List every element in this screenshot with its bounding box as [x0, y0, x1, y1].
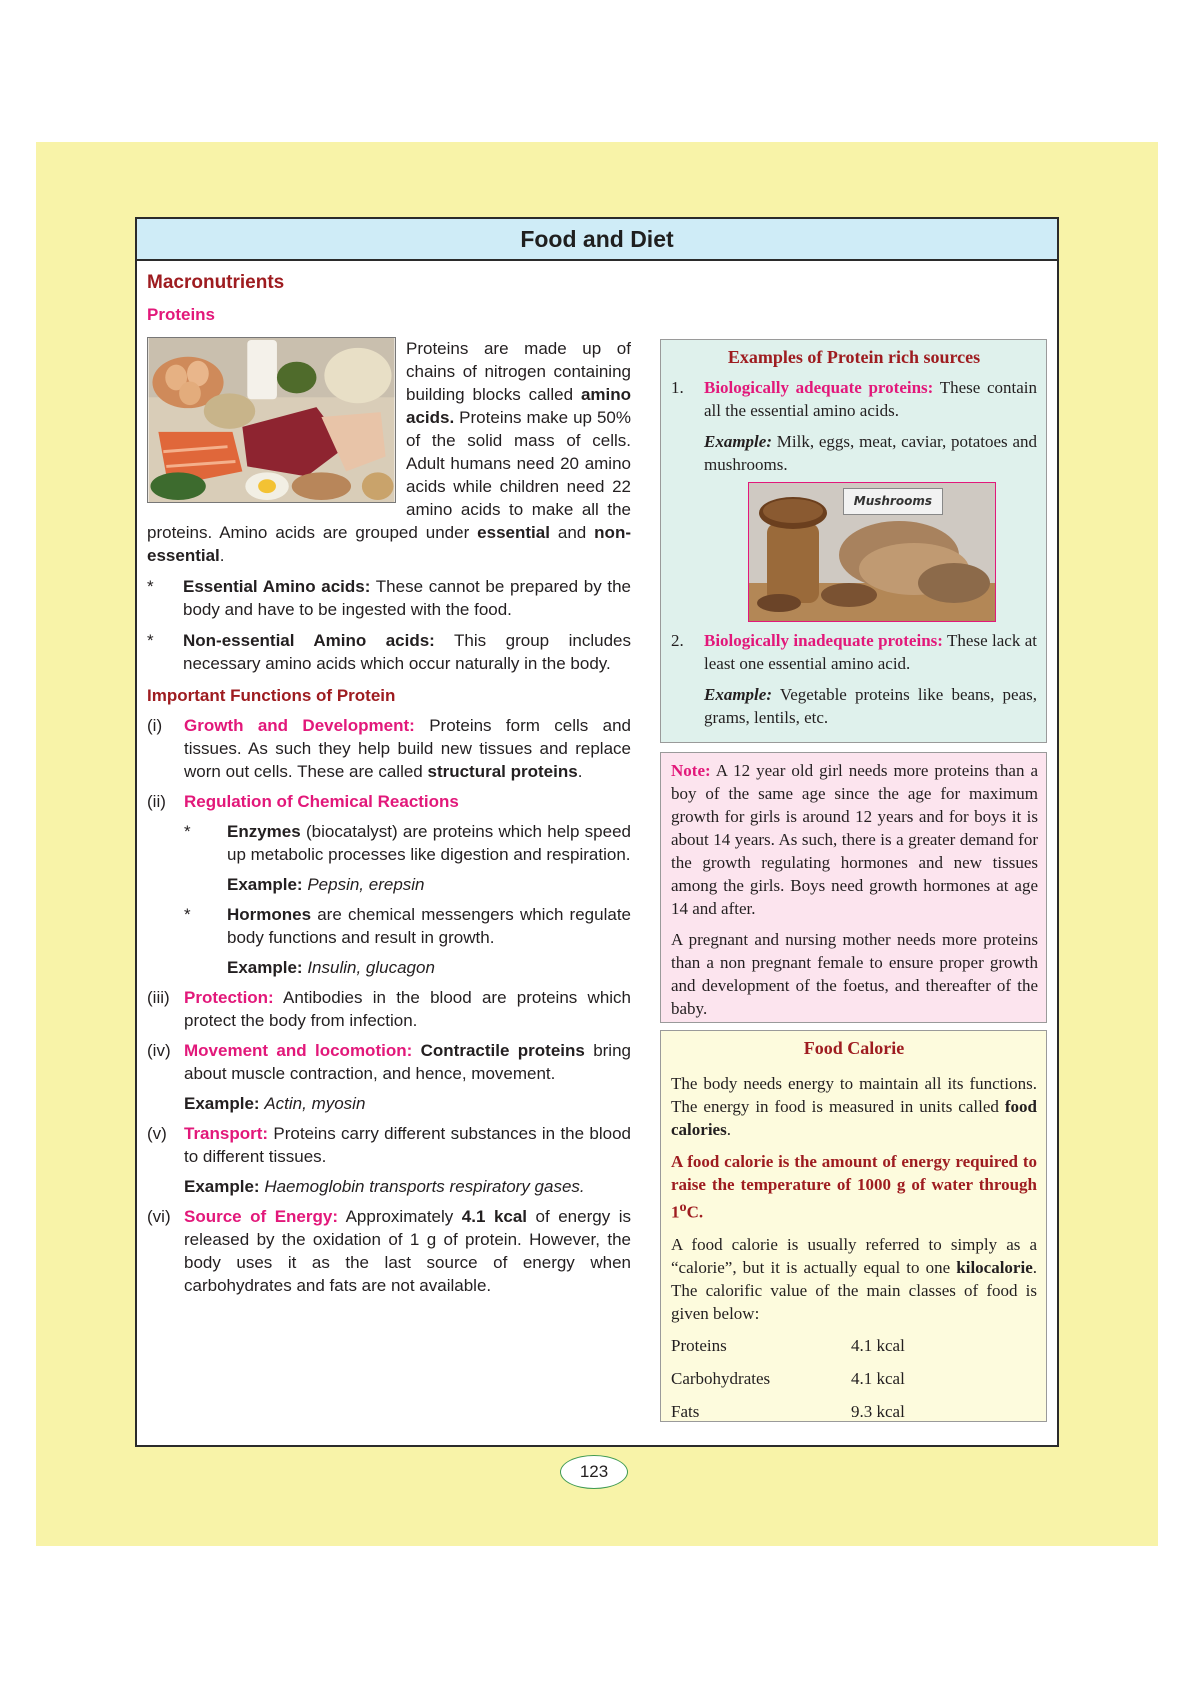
- term-non-essential: non-essential: [147, 523, 631, 565]
- left-column: [147, 271, 631, 1297]
- food-calorie-box: [660, 1030, 1047, 1422]
- example-text: Insulin, glucagon: [307, 958, 435, 977]
- right-column: [660, 339, 1047, 1422]
- note-paragraph-2: A pregnant and nursing mother needs more proteins than a non pregnant female to ensure proper growth and development of the foetus, and thereafter of the baby.: [671, 930, 1038, 1018]
- sources-title: Examples of Protein rich sources: [727, 347, 981, 367]
- calorie-text: . The calorific value of the main classes of food is given below:: [671, 1257, 1037, 1323]
- intro-part: Proteins are made up of chains of nitrogen containing building blocks called: [406, 339, 631, 404]
- food-class: Carbohydrates: [671, 1368, 771, 1388]
- item-number: (ii): [147, 792, 166, 811]
- function-growth: [147, 714, 631, 783]
- calorie-value: 9.3 kcal: [851, 1401, 905, 1421]
- mushrooms-caption: Mushrooms: [843, 488, 943, 515]
- food-class: Fats: [671, 1401, 700, 1421]
- calorie-title: Food Calorie: [803, 1038, 905, 1058]
- definition-text: C.: [686, 1202, 704, 1222]
- item-number: (v): [147, 1124, 167, 1143]
- heading-proteins: Proteins: [147, 305, 216, 324]
- term-hormones: Hormones: [227, 905, 312, 924]
- example-hormones: [147, 956, 631, 979]
- protein-foods-image: [147, 337, 396, 503]
- example-label: Example:: [184, 1094, 260, 1113]
- regulation-label: Regulation of Chemical Reactions: [184, 792, 459, 811]
- page-title: Food and Diet: [137, 219, 1057, 261]
- example-label: Example:: [704, 432, 772, 451]
- enzymes-text: (biocatalyst) are proteins which help speed up metabolic processes like digestion and respiration.: [227, 822, 631, 864]
- content-frame: [135, 217, 1059, 1447]
- calorie-definition: [671, 1150, 1037, 1224]
- term-kilocalorie: kilocalorie: [956, 1257, 1033, 1277]
- bullet-mark: *: [147, 577, 154, 596]
- inadequate-label: Biologically inadequate proteins:: [704, 631, 943, 650]
- essential-label: Essential Amino acids:: [183, 577, 371, 596]
- bullet-mark: *: [184, 822, 191, 841]
- protein-sources-box: [660, 339, 1047, 743]
- calorie-row: [671, 1334, 1037, 1357]
- growth-end: .: [577, 762, 583, 781]
- heading-macronutrients: Macronutrients: [147, 272, 285, 293]
- growth-label: Growth and Development:: [184, 716, 415, 735]
- function-transport: [147, 1122, 631, 1168]
- bullet-essential: [147, 575, 631, 621]
- example-text: Pepsin, erepsin: [307, 875, 425, 894]
- item-number: (i): [147, 716, 163, 735]
- example-label: Example:: [227, 958, 303, 977]
- term-essential: essential: [477, 523, 550, 542]
- definition-text: A food calorie is the amount of energy required to raise the temperature of 1000 g of water through 1: [671, 1152, 1037, 1222]
- transport-label: Transport:: [184, 1124, 269, 1143]
- item-number: (iii): [147, 988, 170, 1007]
- sub-enzymes: [147, 820, 631, 866]
- page-number: 123: [560, 1455, 628, 1489]
- degree-sup: o: [679, 1199, 687, 1215]
- calorie-row: [671, 1400, 1037, 1423]
- adequate-example: [704, 430, 1037, 476]
- function-movement: [147, 1039, 631, 1085]
- term-structural-proteins: structural proteins: [427, 762, 578, 781]
- example-label: Example:: [227, 875, 303, 894]
- example-text: Actin, myosin: [264, 1094, 366, 1113]
- function-regulation: [147, 790, 631, 813]
- energy-label: Source of Energy:: [184, 1207, 338, 1226]
- energy-text: Approximately: [338, 1207, 462, 1226]
- movement-text: bring about muscle contraction, and hence, movement.: [184, 1041, 631, 1083]
- inadequate-proteins: [671, 629, 1037, 729]
- term-contractile-proteins: Contractile proteins: [420, 1041, 585, 1060]
- hormones-text: are chemical messengers which regulate body functions and result in growth.: [227, 905, 631, 947]
- calorie-value: 4.1 kcal: [851, 1368, 905, 1388]
- energy-value: 4.1 kcal: [461, 1207, 528, 1226]
- calorie-text: The body needs energy to maintain all its functions. The energy in food is measured in units called: [671, 1074, 1037, 1116]
- intro-part: and: [549, 523, 595, 542]
- term-food-calories: food calories: [671, 1097, 1037, 1139]
- essential-text: These cannot be prepared by the body and have to be ingested with the food.: [183, 577, 632, 619]
- function-energy: [147, 1205, 631, 1297]
- inadequate-text: These lack at least one essential amino acid.: [704, 631, 1037, 673]
- note-paragraph-1: [671, 759, 1038, 920]
- bullet-non-essential: [147, 629, 631, 675]
- food-class: Proteins: [671, 1335, 727, 1355]
- function-protection: [147, 986, 631, 1032]
- calorie-paragraph-2: [671, 1233, 1037, 1325]
- item-number: (iv): [147, 1041, 171, 1060]
- protection-text: Antibodies in the blood are proteins which protect the body from infection.: [184, 988, 631, 1030]
- example-enzymes: [147, 873, 631, 896]
- example-text: Milk, eggs, meat, caviar, potatoes and mushrooms.: [704, 432, 1037, 474]
- energy-text: of energy is released by the oxidation of 1 g of protein. However, the body uses it as the last source of energy when carbohydrates and fats are not available.: [184, 1207, 631, 1295]
- bullet-mark: *: [147, 631, 154, 650]
- growth-text: Proteins form cells and tissues. As such they help build new tissues and replace worn out cells. These are called: [184, 716, 631, 781]
- note-label: Note:: [671, 761, 711, 780]
- inadequate-example: [704, 683, 1037, 729]
- nonessential-label: Non-essential Amino acids:: [183, 631, 435, 650]
- intro-part: .: [219, 546, 225, 565]
- protection-label: Protection:: [184, 988, 274, 1007]
- item-number: 1.: [671, 378, 684, 397]
- example-transport: [147, 1175, 631, 1198]
- calorie-text: .: [726, 1120, 731, 1139]
- term-amino-acids: amino acids.: [406, 385, 631, 427]
- example-text: Haemoglobin transports respiratory gases.: [264, 1177, 585, 1196]
- item-number: 2.: [671, 631, 684, 650]
- bullet-mark: *: [184, 905, 191, 924]
- example-label: Example:: [184, 1177, 260, 1196]
- nonessential-text: This group includes necessary amino acids which occur naturally in the body.: [183, 631, 631, 673]
- note-text: A 12 year old girl needs more proteins than a boy of the same age since the age for maximum growth for girls is around 12 years and for boys it is about 14 years. As such, there is a greater demand for the growth regulating hormones and new tissues among the girls. Boys need growth hormones at age 14 and after.: [671, 761, 1038, 918]
- transport-text: Proteins carry different substances in the blood to different tissues.: [184, 1124, 631, 1166]
- heading-functions: Important Functions of Protein: [147, 686, 396, 705]
- calorie-paragraph-1: [671, 1072, 1037, 1141]
- mushrooms-image: [748, 482, 996, 622]
- calorie-row: [671, 1367, 1037, 1390]
- calorie-value: 4.1 kcal: [851, 1335, 905, 1355]
- adequate-text: These contain all the essential amino acids.: [704, 378, 1037, 420]
- item-number: (vi): [147, 1207, 171, 1226]
- adequate-proteins: [671, 376, 1037, 476]
- intro-part: Proteins make up 50% of the solid mass of cells. Adult humans need 20 amino acids while children need 22 amino acids to make all the proteins. Amino acids are grouped under: [147, 408, 631, 542]
- term-enzymes: Enzymes: [227, 822, 301, 841]
- example-label: Example:: [704, 685, 772, 704]
- example-text: Vegetable proteins like beans, peas, grams, lentils, etc.: [704, 685, 1037, 727]
- movement-label: Movement and locomotion:: [184, 1041, 413, 1060]
- sub-hormones: [147, 903, 631, 949]
- calorie-text: A food calorie is usually referred to simply as a “calorie”, but it is actually equal to one: [671, 1234, 1037, 1277]
- note-box: [660, 752, 1047, 1023]
- example-movement: [147, 1092, 631, 1115]
- adequate-label: Biologically adequate proteins:: [704, 378, 934, 397]
